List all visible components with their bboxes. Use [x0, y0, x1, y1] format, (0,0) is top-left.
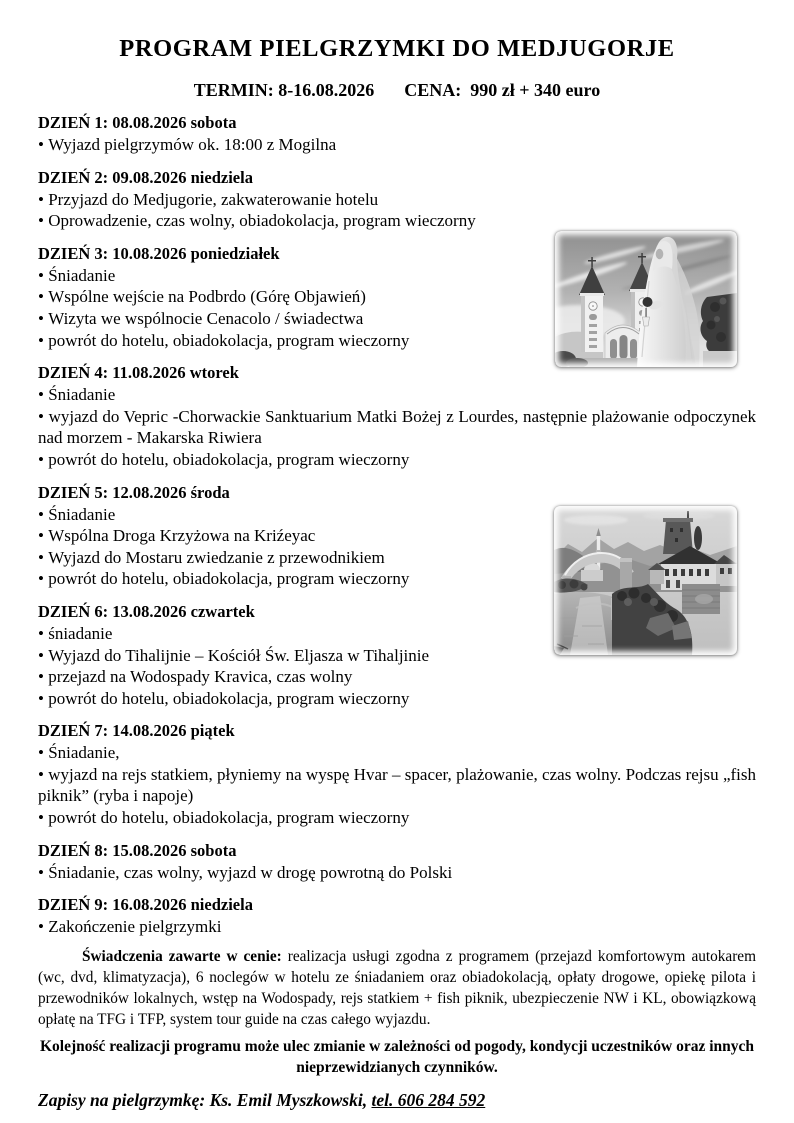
mostar-bridge-photo	[554, 506, 737, 655]
day-item: • Wspólne wejście na Podbrdo (Górę Objawień)	[38, 286, 756, 308]
day-section	[38, 720, 756, 828]
day-heading: DZIEŃ 1: 08.08.2026 sobota	[38, 113, 237, 132]
page-title: PROGRAM PIELGRZYMKI DO MEDJUGORJE	[119, 35, 675, 62]
day-item: • śniadanie	[38, 623, 756, 645]
day-item: • Wyjazd pielgrzymów ok. 18:00 z Mogilna	[38, 134, 756, 156]
day-item: • Śniadanie	[38, 384, 756, 406]
term-label: TERMIN: 8-16.08.2026	[193, 80, 375, 100]
day-heading: DZIEŃ 7: 14.08.2026 piątek	[38, 721, 235, 741]
price-label: CENA: 990 zł + 340 euro	[404, 80, 601, 100]
services-paragraph	[38, 946, 756, 1030]
day-heading: DZIEŃ 3: 10.08.2026 poniedziałek	[38, 243, 280, 263]
day-item: • Śniadanie	[38, 265, 756, 287]
medjugorje-church-photo	[555, 231, 737, 367]
day-item: • Wspólna Droga Krzyżowa na Kriźeyac	[38, 525, 756, 547]
term-price-line	[38, 79, 756, 101]
day-item: • powrót do hotelu, obiadokolacja, program wieczorny	[38, 449, 756, 471]
day-heading: DZIEŃ 8: 15.08.2026 sobota	[38, 840, 237, 860]
schedule-note: Kolejność realizacji programu może ulec zmianie w zależności od pogody, kondycji uczestników oraz innych nieprzewidzianych czynników.	[39, 1037, 755, 1077]
signup-line	[38, 1089, 756, 1111]
day-heading: DZIEŃ 6: 13.08.2026 czwartek	[38, 601, 255, 621]
day-section	[38, 167, 756, 232]
day-section	[38, 894, 756, 938]
day-item: • Wyjazd do Tihalijnie – Kościół Św. Eljasza w Tihaljinie	[38, 645, 756, 667]
services-text: realizacja usługi zgodna z programem (przejazd komfortowym autokarem (wc, dvd, klimatyzacja), 6 noclegów w hotelu ze śniadaniem oraz obiadokolacją, opłaty drogowe, opiekę pilota i przewodników lokalnych, wstęp na Wodospady, rejs statkiem + fish piknik, ubezpieczenie NW i KL, obowiązkową opłatę na TFG i TFP, system tour guide na czas całego wyjazdu.	[38, 947, 756, 1028]
day-item: • wyjazd do Vepric -Chorwackie Sanktuarium Matki Bożej z Lourdes, następnie plażowanie odpoczynek nad morzem - Makarska Riwiera	[38, 406, 756, 449]
day-item: • Śniadanie	[38, 504, 756, 526]
day-item: • powrót do hotelu, obiadokolacja, program wieczorny	[38, 568, 756, 590]
day-heading: DZIEŃ 4: 11.08.2026 wtorek	[38, 363, 239, 383]
day-heading: DZIEŃ 9: 16.08.2026 niedziela	[38, 895, 253, 915]
day-item: • powrót do hotelu, obiadokolacja, program wieczorny	[38, 688, 756, 710]
day-heading: DZIEŃ 2: 09.08.2026 niedziela	[38, 167, 253, 187]
day-item: • Śniadanie, czas wolny, wyjazd w drogę powrotną do Polski	[38, 862, 756, 884]
day-item: • Śniadanie,	[38, 742, 756, 764]
services-lead: Świadczenia zawarte w cenie:	[82, 947, 282, 965]
signup-phone-link[interactable]: tel. 606 284 592	[371, 1089, 486, 1110]
day-item: • Zakończenie pielgrzymki	[38, 916, 756, 938]
church-illustration	[555, 231, 737, 367]
day-item: • przejazd na Wodospady Kravica, czas wolny	[38, 666, 756, 688]
day-item: • powrót do hotelu, obiadokolacja, program wieczorny	[38, 330, 756, 352]
day-item: • Oprowadzenie, czas wolny, obiadokolacja, program wieczorny	[38, 210, 756, 232]
day-section	[38, 840, 756, 884]
day-section	[38, 112, 756, 156]
day-section	[38, 362, 756, 470]
day-item: • powrót do hotelu, obiadokolacja, program wieczorny	[38, 807, 756, 829]
day-item: • Przyjazd do Medjugorie, zakwaterowanie hotelu	[38, 189, 756, 211]
day-item: • wyjazd na rejs statkiem, płyniemy na wyspę Hvar – spacer, plażowanie, czas wolny. Podczas rejsu „fish piknik” (ryba i napoje)	[38, 764, 756, 807]
signup-lead: Zapisy na pielgrzymkę: Ks. Emil Myszkowski,	[38, 1089, 372, 1110]
mostar-illustration	[554, 506, 737, 655]
day-item: • Wyjazd do Mostaru zwiedzanie z przewodnikiem	[38, 547, 756, 569]
day-heading: DZIEŃ 5: 12.08.2026 środa	[38, 482, 230, 502]
day-item: • Wizyta we wspólnocie Cenacolo / świadectwa	[38, 308, 756, 330]
